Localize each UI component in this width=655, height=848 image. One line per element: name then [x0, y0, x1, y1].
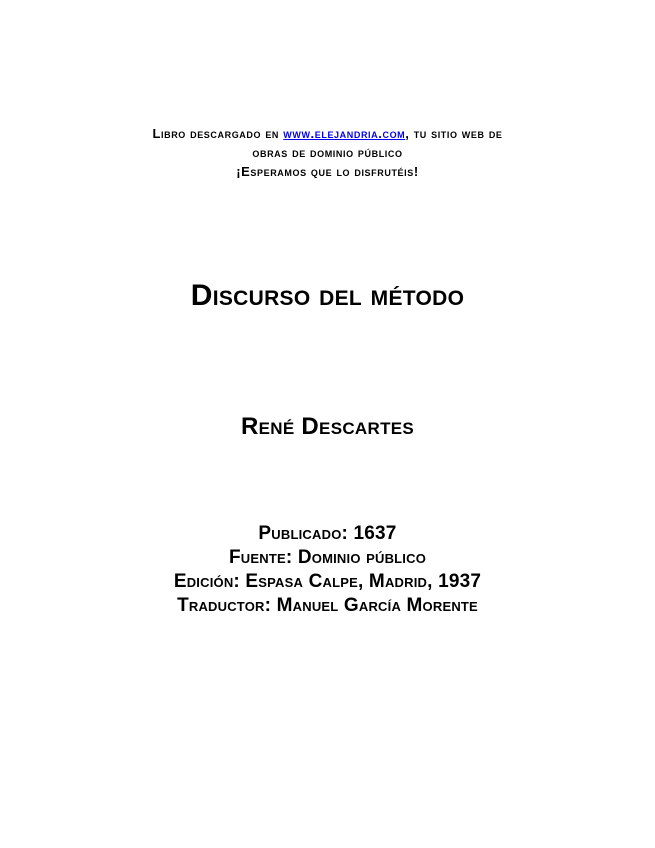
download-notice-suffix: , tu sitio web de: [405, 126, 503, 141]
source-line: Fuente: Dominio público: [228, 547, 427, 568]
book-author: René Descartes: [240, 413, 415, 440]
translator-line: Traductor: Manuel García Morente: [177, 595, 478, 616]
edition-line: Edición: Espasa Calpe, Madrid, 1937: [173, 571, 482, 592]
download-notice-line-2: obras de dominio público: [252, 145, 403, 160]
book-title: Discurso del método: [190, 279, 465, 312]
download-notice: [0, 124, 655, 181]
publication-details: [0, 522, 655, 618]
download-notice-line-3: ¡Esperamos que lo disfrutéis!: [236, 164, 419, 179]
published-line: Publicado: 1637: [258, 523, 397, 544]
download-notice-prefix: Libro descargado en: [152, 126, 284, 141]
download-notice-line-1: [0, 124, 655, 143]
elejandria-link[interactable]: www.elejandria.com: [283, 126, 406, 141]
